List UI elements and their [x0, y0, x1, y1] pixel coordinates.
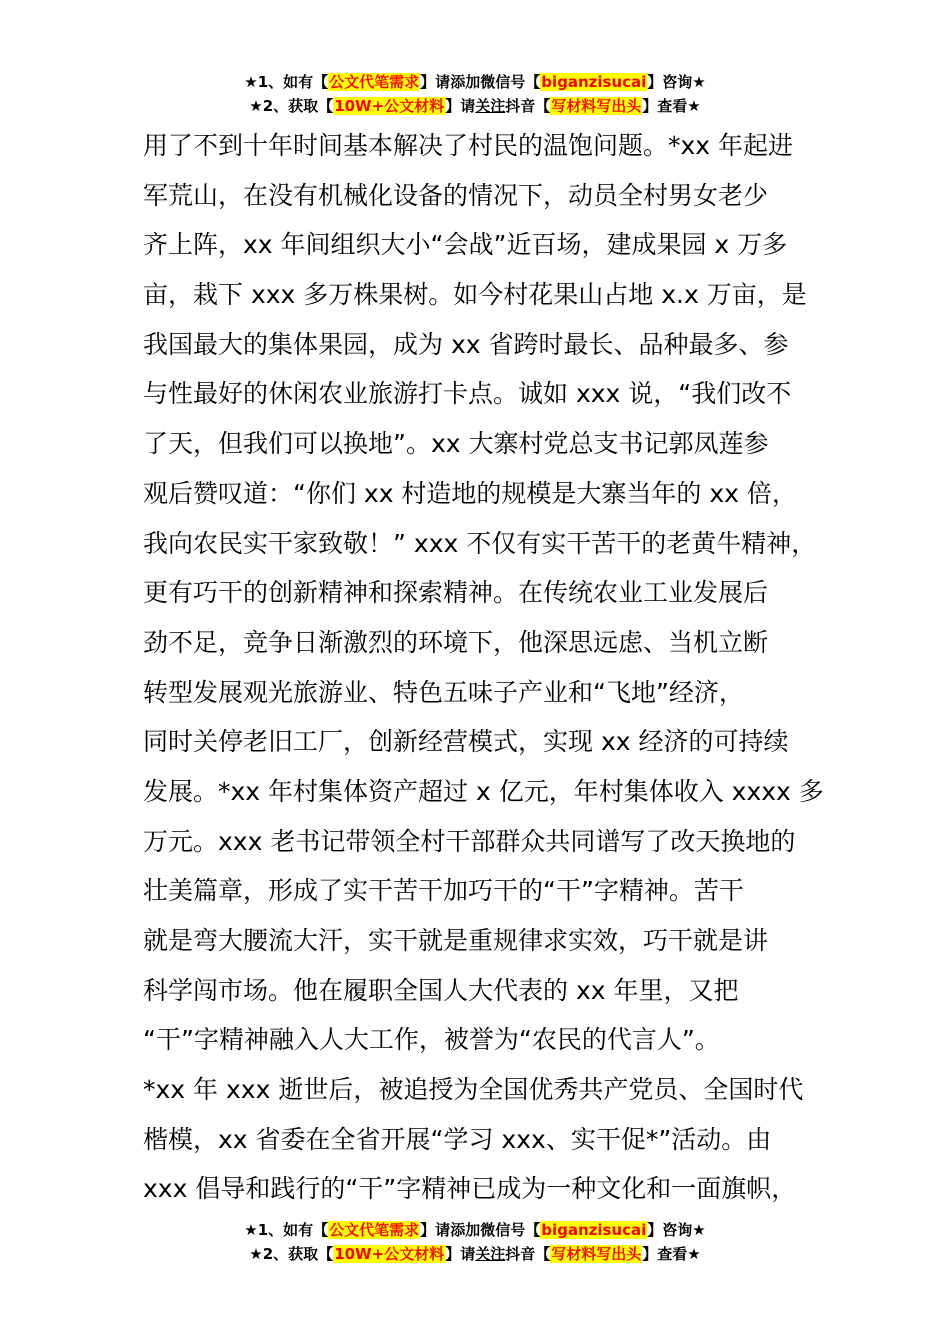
- banner-text: 抖音【: [505, 97, 551, 115]
- banner-text: 】请: [445, 97, 476, 115]
- body-line: xxx 倡导和践行的“干”字精神已成为一种文化和一面旗帜，: [143, 1174, 797, 1204]
- body-line: 用了不到十年时间基本解决了村民的温饱问题。*xx 年起进: [143, 131, 794, 160]
- banner-text: 】请: [420, 73, 451, 91]
- body-line: 军荒山，在没有机械化设备的情况下，动员全村男女老少: [143, 180, 769, 210]
- banner-line-1: [0, 70, 950, 94]
- body-line: 我国最大的集体果园，成为 xx 省跨时最长、品种最多、参: [143, 329, 789, 359]
- body-line: 壮美篇章，形成了实干苦干加巧干的“干”字精神。苦干: [143, 876, 744, 906]
- body-line: 更有巧干的创新精神和探索精神。在传统农业工业发展后: [143, 578, 769, 608]
- banner-text: 】咨询★: [647, 1221, 706, 1239]
- banner-text: 】查看★: [642, 97, 701, 115]
- body-line: 我向农民实干家致敬！” xxx 不仅有实干苦干的老黄牛精神，: [143, 528, 817, 558]
- banner-text: 】请: [420, 1221, 451, 1239]
- body-line: 科学闯市场。他在履职全国人大代表的 xx 年里，又把: [143, 975, 739, 1005]
- body-line: 与性最好的休闲农业旅游打卡点。诚如 xxx 说，“我们改不: [143, 379, 792, 409]
- banner-text: ★1、如有【: [244, 1221, 329, 1239]
- banner-text: 抖音【: [505, 1245, 551, 1263]
- body-line: 观后赞叹道：“你们 xx 村造地的规模是大寨当年的 xx 倍，: [143, 478, 797, 508]
- header-banner: [0, 70, 950, 118]
- document-body: [143, 121, 824, 1214]
- douyin-account: 写材料写出头: [551, 1245, 642, 1263]
- body-line: 发展。*xx 年村集体资产超过 x 亿元，年村集体收入 xxxx 多: [143, 776, 824, 806]
- highlight-text: 10W+公文材料: [334, 1245, 445, 1263]
- banner-text: 】查看★: [642, 1245, 701, 1263]
- body-line: 万元。xxx 老书记带领全村干部群众共同谱写了改天换地的: [143, 826, 796, 856]
- banner-text: ★2、获取【: [249, 97, 334, 115]
- douyin-account: 写材料写出头: [551, 97, 642, 115]
- banner-text: 添加: [450, 73, 481, 91]
- body-line: *xx 年 xxx 逝世后，被追授为全国优秀共产党员、全国时代: [143, 1075, 804, 1105]
- wechat-id: biganzisucai: [541, 73, 647, 91]
- banner-line-1: [0, 1218, 950, 1242]
- body-line: 同时关停老旧工厂，创新经营模式，实现 xx 经济的可持续: [143, 727, 789, 757]
- banner-text: 】咨询★: [647, 73, 706, 91]
- highlight-text: 公文代笔需求: [329, 1221, 420, 1239]
- body-line: 了天，但我们可以换地”。xx 大寨村党总支书记郭凤莲参: [143, 429, 769, 459]
- body-line: 就是弯大腰流大汗，实干就是重规律求实效，巧干就是讲: [143, 926, 769, 955]
- body-line: 亩，栽下 xxx 多万株果树。如今村花果山占地 x.x 万亩，是: [143, 280, 807, 310]
- body-line: 转型发展观光旅游业、特色五味子产业和“飞地”经济，: [143, 677, 744, 707]
- banner-text: ★2、获取【: [249, 1245, 334, 1263]
- banner-text: 关注: [475, 1245, 506, 1263]
- body-line: 劲不足，竞争日渐激烈的环境下，他深思远虑、当机立断: [143, 627, 769, 657]
- body-line: 齐上阵，xx 年间组织大小“会战”近百场，建成果园 x 万多: [143, 230, 788, 260]
- banner-text: ★1、如有【: [244, 73, 329, 91]
- body-line: 楷模，xx 省委在全省开展“学习 xxx、实干促*”活动。由: [143, 1124, 772, 1154]
- footer-banner: [0, 1218, 950, 1266]
- banner-text: 添加: [450, 1221, 481, 1239]
- banner-line-2: [0, 1242, 950, 1266]
- highlight-text: 公文代笔需求: [329, 73, 420, 91]
- banner-line-2: [0, 94, 950, 118]
- body-line: “干”字精神融入人大工作，被誉为“农民的代言人”。: [143, 1025, 720, 1055]
- banner-text: 】请: [445, 1245, 476, 1263]
- banner-text: 微信号【: [480, 73, 541, 91]
- banner-text: 微信号【: [480, 1221, 541, 1239]
- wechat-id: biganzisucai: [541, 1221, 647, 1239]
- highlight-text: 10W+公文材料: [334, 97, 445, 115]
- banner-text: 关注: [475, 97, 506, 115]
